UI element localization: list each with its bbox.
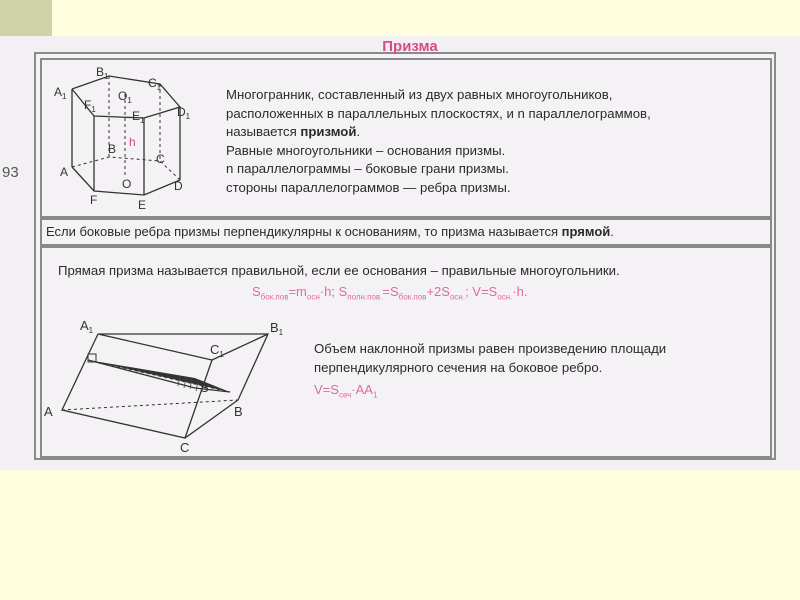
regular-prism-text: Прямая призма называется правильной, если ее основания – правильные многоугольники. xyxy=(58,263,620,278)
label-B1-oblique: $B_1$ xyxy=(270,320,284,337)
oblique-prism-diagram xyxy=(40,312,300,458)
label-O1: $O_1$ xyxy=(118,89,132,105)
label-A: A xyxy=(60,165,69,179)
regular-prism-formula: $S_{бок.пов}=m_{осн}\cdot h$; $S_{полн.пов.}=S_{бок.пов}+2S_{осн.}$; $V=S_{осн.}\cdot h$. xyxy=(252,284,528,302)
label-A1-oblique: $A_1$ xyxy=(80,318,94,335)
label-A1: $A_1$ xyxy=(54,85,67,101)
oblique-prism-text: Объем наклонной призмы равен произведению площади перпендикулярного сечения на боковое ребро. xyxy=(314,341,667,375)
right-prism-text: Если боковые ребра призмы перпендикулярны к основаниям, то призма называется прямой. xyxy=(46,224,614,239)
label-O: O xyxy=(122,177,132,191)
label-D1: $D_1$ xyxy=(177,105,191,121)
label-F: F xyxy=(90,193,98,207)
label-S-oblique: S xyxy=(200,380,209,395)
label-E1: $E_1$ xyxy=(132,109,145,125)
label-F1: $F_1$ xyxy=(84,98,96,114)
label-E: E xyxy=(138,198,147,212)
label-A-oblique: A xyxy=(44,404,53,419)
page-title: Призма xyxy=(382,38,438,55)
label-B1: $B_1$ xyxy=(96,65,109,81)
label-h: h xyxy=(129,135,136,149)
page-side-number: 93 xyxy=(2,164,19,181)
corner-block xyxy=(0,0,52,36)
oblique-prism-formula: $V=S_{сеч}\cdot AA_1$ xyxy=(314,382,378,400)
label-C: C xyxy=(156,152,165,166)
label-B-oblique: B xyxy=(234,404,243,419)
label-C1-oblique: $C_1$ xyxy=(210,342,224,359)
label-C-oblique: C xyxy=(180,440,190,455)
label-D: D xyxy=(174,179,183,193)
definition-text: Многогранник, составленный из двух равных многоугольников, расположенных в параллельных плоскостях, и n параллелограммов, называется призмой. Равные многоугольники – основания призмы. n параллелограммы – боковые грани призмы. стороны параллелограммов — ребра призмы. xyxy=(226,87,651,195)
label-C1: $C_1$ xyxy=(148,76,162,92)
label-B: B xyxy=(108,142,117,156)
hexagonal-prism-diagram xyxy=(52,64,212,214)
section-shading xyxy=(88,360,230,392)
